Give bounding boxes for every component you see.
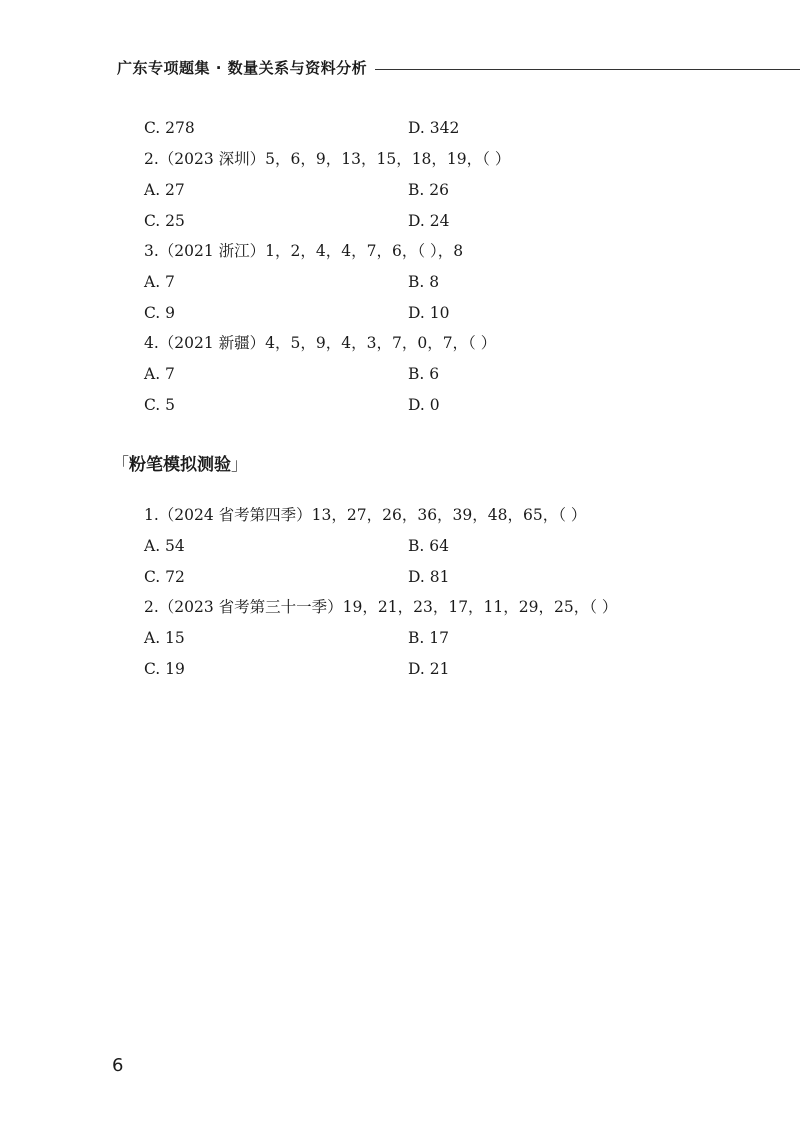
option-c: C. 19 (144, 660, 185, 678)
q1-options-cd (144, 117, 684, 139)
header-rule (375, 69, 800, 70)
option-a: A. 54 (144, 537, 185, 555)
q4-options-cd (144, 394, 684, 416)
header-title: 广东专项题集 · 数量关系与资料分析 (117, 59, 368, 77)
option-d: D. 0 (408, 396, 440, 414)
mock-question-2 (144, 596, 684, 618)
question-stem: 2.（2023 深圳）5，6，9，13，15，18，19，（ ） (144, 150, 511, 168)
section-heading (112, 452, 248, 478)
mock-q1-options-ab (144, 535, 684, 557)
heading-text: 粉笔模拟测验 (129, 455, 231, 475)
option-d: D. 21 (408, 660, 450, 678)
option-d: D. 342 (408, 119, 460, 137)
question-3 (144, 240, 684, 262)
option-b: B. 6 (408, 365, 440, 383)
option-a: A. 15 (144, 629, 185, 647)
q3-options-cd (144, 302, 684, 324)
q3-options-ab (144, 271, 684, 293)
question-stem: 2.（2023 省考第三十一季）19，21，23，17，11，29，25，（ ） (144, 598, 618, 616)
q4-options-ab (144, 363, 684, 385)
option-c: C. 72 (144, 568, 185, 586)
running-header (117, 58, 717, 84)
option-a: A. 7 (144, 365, 175, 383)
heading-open-bracket: 「 (112, 455, 129, 475)
q2-options-ab (144, 179, 684, 201)
heading-close-bracket: 」 (231, 455, 248, 475)
option-b: B. 64 (408, 537, 449, 555)
question-stem: 1.（2024 省考第四季）13，27，26，36，39，48，65，（ ） (144, 506, 587, 524)
option-a: A. 7 (144, 273, 175, 291)
option-a: A. 27 (144, 181, 185, 199)
option-c: C. 9 (144, 304, 176, 322)
question-stem: 3.（2021 浙江）1，2，4，4，7，6，（ ），8 (144, 242, 464, 260)
option-b: B. 8 (408, 273, 440, 291)
mock-q2-options-ab (144, 627, 684, 649)
mock-q2-options-cd (144, 658, 684, 680)
option-b: B. 17 (408, 629, 449, 647)
option-b: B. 26 (408, 181, 449, 199)
mock-question-1 (144, 504, 684, 526)
page-number: 6 (112, 1055, 124, 1076)
q2-options-cd (144, 210, 684, 232)
question-stem: 4.（2021 新疆）4，5，9，4，3，7，0，7，（ ） (144, 334, 497, 352)
mock-q1-options-cd (144, 566, 684, 588)
option-c: C. 278 (144, 119, 195, 137)
option-c: C. 5 (144, 396, 176, 414)
option-c: C. 25 (144, 212, 185, 230)
option-d: D. 81 (408, 568, 450, 586)
question-4 (144, 332, 684, 354)
option-d: D. 24 (408, 212, 450, 230)
option-d: D. 10 (408, 304, 450, 322)
question-2 (144, 148, 684, 170)
